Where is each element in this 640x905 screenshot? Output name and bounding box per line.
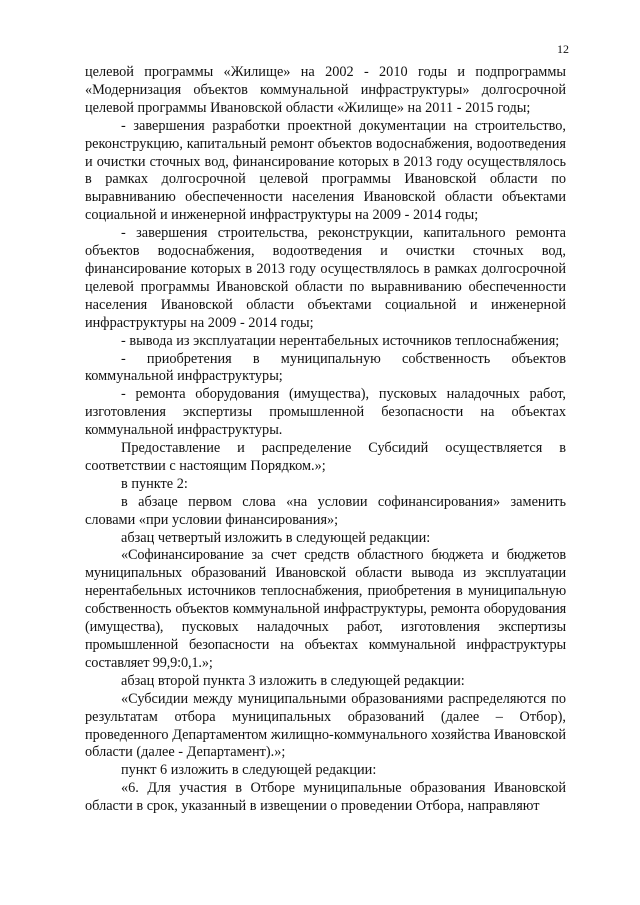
paragraph: целевой программы «Жилище» на 2002 - 2010 годы и подпрограммы «Модернизация объектов коммунальной инфраструктуры» долгосрочной целевой программы Ивановской области «Жилище» на 2011 - 2015 годы; — [85, 64, 566, 116]
paragraph: - завершения строительства, реконструкции, капитального ремонта объектов водоснабжения, водоотведения и очистки сточных вод, финансирование которых в 2013 году осуществлялось в рамках долгосрочной целевой программы Ивановской области по выравниванию обеспеченности населения Ивановской области объектами социальной и инженерной инфраструктуры на 2009 - 2014 годы; — [85, 225, 566, 331]
paragraph: - завершения разработки проектной документации на строительство, реконструкцию, капитальный ремонт объектов водоснабжения, водоотведения и очистки сточных вод, финансирование которых в 2013 году осуществлялось в рамках долгосрочной целевой программы Ивановской области по выравниванию обеспеченности населения Ивановской области объектами социальной и инженерной инфраструктуры на 2009 - 2014 годы; — [85, 117, 566, 224]
paragraph: Предоставление и распределение Субсидий осуществляется в соответствии с настоящим Порядком.»; — [85, 440, 566, 474]
document-body — [85, 64, 566, 816]
paragraph: пункт 6 изложить в следующей редакции: — [121, 762, 377, 779]
paragraph: - приобретения в муниципальную собственность объектов коммунальной инфраструктуры; — [85, 350, 566, 385]
paragraph: абзац второй пункта 3 изложить в следующей редакции: — [121, 672, 465, 689]
paragraph: - ремонта оборудования (имущества), пусковых наладочных работ, изготовления экспертизы промышленной безопасности на объектах коммунальной инфраструктуры. — [85, 386, 566, 439]
paragraph: абзац четвертый изложить в следующей редакции: — [121, 529, 431, 546]
paragraph: в пункте 2: — [121, 475, 188, 492]
paragraph: «Софинансирование за счет средств областного бюджета и бюджетов муниципальных образований Ивановской области вывода из эксплуатации нерентабельных источников теплоснабжения, приобретения в муниципальную собственность объектов коммунальной инфраструктуры, ремонта оборудования (имущества), пусковых наладочных работ, изготовления экспертизы промышленной безопасности на объектах коммунальной инфраструктуры составляет 99,9:0,1.»; — [85, 547, 566, 671]
paragraph: - вывода из эксплуатации нерентабельных источников теплоснабжения; — [121, 332, 560, 349]
page-number: 12 — [557, 42, 569, 56]
paragraph: в абзаце первом слова «на условии софинансирования» заменить словами «при условии финансирования»; — [85, 493, 566, 528]
paragraph: «Субсидии между муниципальными образованиями распределяются по результатам отбора муниципальных образований (далее – Отбор), проведенного Департаментом жилищно-коммунального хозяйства Ивановской области (далее - Департамент).»; — [85, 690, 566, 761]
paragraph: «6. Для участия в Отборе муниципальные образования Ивановской области в срок, указанный в извещении о проведении Отбора, направляют — [85, 780, 566, 815]
